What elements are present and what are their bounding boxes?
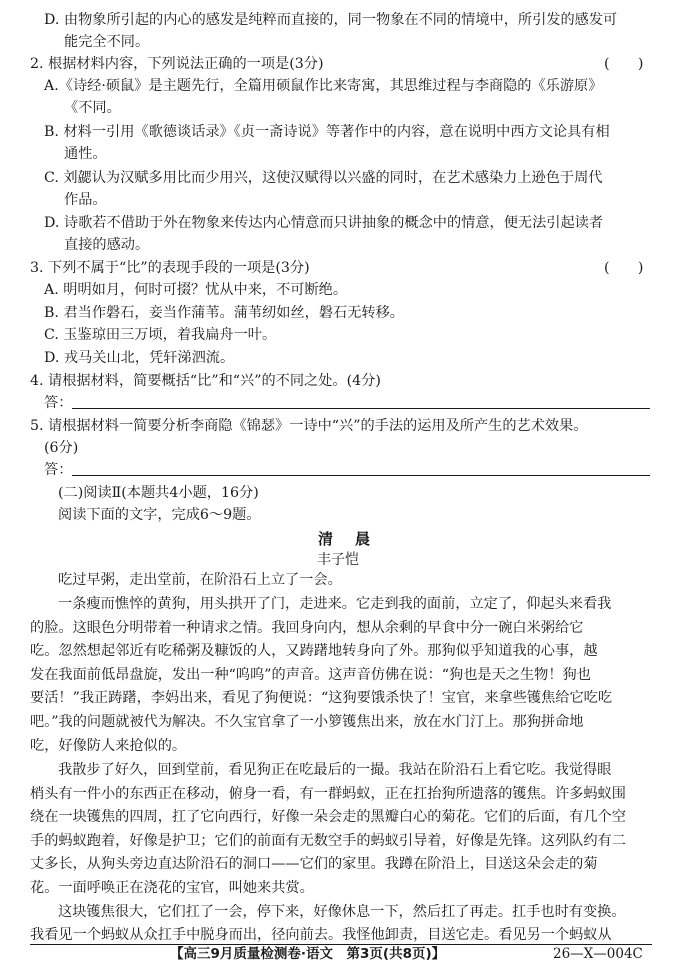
article-line: 要活！”我正踌躇，李妈出来，看见了狗便说：“这狗要饿杀快了！宝官，来拿些镬焦给它吃吃 bbox=[30, 690, 613, 706]
q2-option-c-line2: 作品。 bbox=[64, 192, 107, 208]
article-line: 吃过早粥，走出堂前，在阶沿石上立了一会。 bbox=[58, 572, 342, 588]
footer-page-info: 【高三9月质量检测卷·语文 第3页(共8页)】 bbox=[170, 946, 446, 962]
q3-option-a: A. 明明如月，何时可掇？忧从中来，不可断绝。 bbox=[44, 282, 348, 298]
q2-option-b-line2: 通性。 bbox=[64, 146, 107, 162]
q5-answer-label: 答： bbox=[44, 462, 73, 478]
q1-option-d-line1: D. 由物象所引起的内心的感发是纯粹而直接的，同一物象在不同的情境中，所引发的感发可 bbox=[44, 12, 618, 28]
q5-answer-line bbox=[72, 475, 650, 476]
article-line: 一条瘦而憔悴的黄狗，用头拱开了门，走进来。它走到我的面前，立定了，仰起头来看我 bbox=[58, 596, 612, 612]
article-line: 丈多长，从狗头旁边直达阶沿石的洞口——它们的家里。我蹲在阶沿上，目送这朵会走的菊 bbox=[30, 856, 598, 872]
article-line: 我看见一个蚂蚁从众扛手中脱身而出，径向前去。我怪他卸责，目送它走。看见另一个蚂蚁从 bbox=[30, 927, 612, 943]
article-line: 我散步了好久，回到堂前，看见狗正在吃最后的一撮。我站在阶沿石上看它吃。我觉得眼 bbox=[58, 762, 612, 778]
q3-option-d: D. 戎马关山北，凭轩涕泗流。 bbox=[44, 350, 235, 366]
article-line: 花。一面呼唤正在浇花的宝官，叫她来共赏。 bbox=[30, 880, 314, 896]
q5-stem-line2: (6分) bbox=[44, 440, 79, 456]
q3-option-b: B. 君当作磐石，妾当作蒲苇。蒲苇纫如丝，磐石无转移。 bbox=[44, 305, 404, 321]
q5-stem-line1: 5. 请根据材料一简要分析李商隐《锦瑟》一诗中“兴”的手法的运用及所产生的艺术效果。 bbox=[30, 418, 588, 434]
q2-option-a-line2: 《不同。 bbox=[64, 100, 121, 116]
q2-option-a-line1: A.《诗经·硕鼠》是主题先行，全篇用硕鼠作比来寄寓，其思维过程与李商隐的《乐游原》 bbox=[44, 78, 603, 94]
article-line: 吃。忽然想起邻近有吃稀粥及糠饭的人，又踌躇地转身向了外。那狗似乎知道我的心事，越 bbox=[30, 643, 598, 659]
q3-answer-bracket: ( ) bbox=[604, 260, 644, 276]
q2-option-d-line2: 直接的感动。 bbox=[64, 237, 150, 253]
q3-stem: 3. 下列不属于“比”的表现手段的一项是(3分) bbox=[30, 260, 310, 276]
article-line: 绕在一块镬焦的四周，扛了它向西行，好像一朵会走的黑瓣白心的菊花。它们的后面，有几个空 bbox=[30, 809, 626, 825]
article-line: 吃，好像防人来抢似的。 bbox=[30, 738, 187, 754]
q2-answer-bracket: ( ) bbox=[604, 56, 644, 72]
q4-answer-label: 答： bbox=[44, 395, 73, 411]
q4-stem: 4. 请根据材料，简要概括“比”和“兴”的不同之处。(4分) bbox=[30, 373, 381, 389]
article-line: 的脸。这眼色分明带着一种请求之情。我回身向内，想从余剩的早食中分一碗白米粥给它 bbox=[30, 620, 584, 636]
section-heading: (二)阅读Ⅱ(本题共4小题，16分) bbox=[58, 485, 259, 501]
q1-option-d-line2: 能完全不同。 bbox=[64, 34, 150, 50]
article-line: 吧。”我的问题就被代为解决。不久宝官拿了一小箩镬焦出来，放在水门汀上。那狗拼命地 bbox=[30, 714, 584, 730]
q2-stem: 2. 根据材料内容，下列说法正确的一项是(3分) bbox=[30, 56, 324, 72]
article-line: 这块镬焦很大，它们扛了一会，停下来，好像休息一下，然后扛了再走。扛手也时有变换。 bbox=[58, 904, 626, 920]
article-line: 发在我面前低昂盘旋，发出一种“呜呜”的声音。这声音仿佛在说：“狗也是天之生物！狗也 bbox=[30, 667, 591, 683]
q2-option-b-line1: B. 材料一引用《歌德谈话录》《贞一斋诗说》等著作中的内容，意在说明中西方文论具有相 bbox=[44, 124, 610, 140]
q2-option-d-line1: D. 诗歌若不借助于外在物象来传达内心情意而只讲抽象的概念中的情意，便无法引起读者 bbox=[44, 215, 604, 231]
article-line: 梢头有一件小的东西正在移动，俯身一看，有一群蚂蚁，正在扛抬狗所遗落的镬焦。许多蚂蚁围 bbox=[30, 786, 626, 802]
q3-option-c: C. 玉鉴琼田三万顷，着我扁舟一叶。 bbox=[44, 327, 277, 343]
q2-option-c-line1: C. 刘勰认为汉赋多用比而少用兴，这使汉赋得以兴盛的同时，在艺术感染力上逊色于周代 bbox=[44, 170, 603, 186]
article-author: 丰子恺 bbox=[317, 552, 359, 568]
footer-exam-code: 26—X—004C bbox=[553, 946, 643, 962]
section-instruction: 阅读下面的文字，完成6～9题。 bbox=[58, 507, 261, 523]
q4-answer-line bbox=[72, 408, 650, 409]
article-title: 清晨 bbox=[318, 530, 393, 548]
article-line: 手的蚂蚁跑着，好像是护卫；它们的前面有无数空手的蚂蚁引导着，好像是先锋。这列队约有二 bbox=[30, 833, 626, 849]
